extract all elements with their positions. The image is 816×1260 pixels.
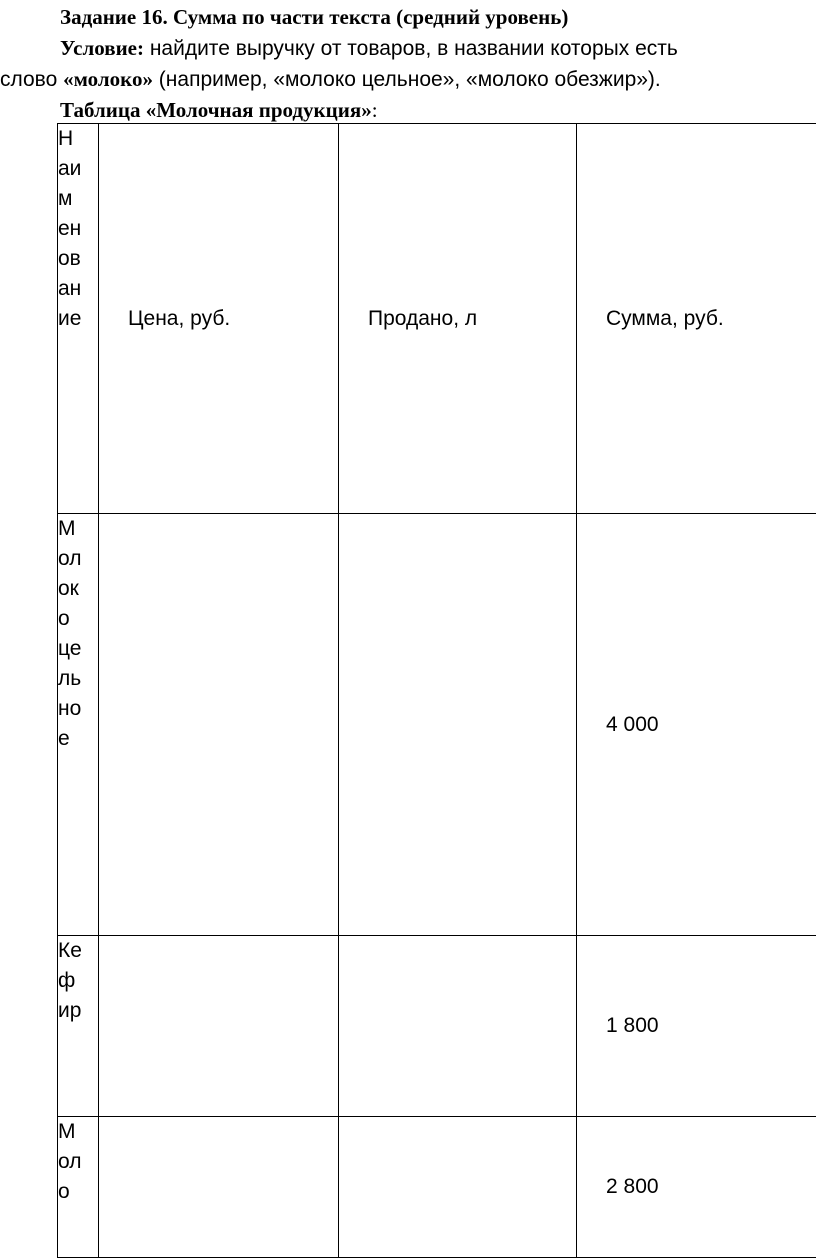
cell-price [99,936,339,1117]
cell-sum: 2 800 [577,1117,816,1258]
table-caption-colon: : [371,98,378,122]
table-caption: Таблица «Молочная продукция» [60,98,372,122]
table-header-row [58,124,816,514]
cell-name: Моло [58,1117,99,1258]
cell-name: Молоко цельное [58,514,99,936]
condition-text-1: найдите выручку от товаров, в названии которых есть [143,37,678,60]
header-name: Наименование [58,124,99,514]
condition-text-2-post: (например, «молоко цельное», «молоко обезжир»). [152,68,661,91]
cell-price [99,514,339,936]
cell-price [99,1117,339,1258]
header-sold: Продано, л [339,124,577,514]
cell-sold [339,936,577,1117]
table-row [58,936,816,1117]
cell-sum: 1 800 [577,936,816,1117]
cell-sum: 4 000 [577,514,816,936]
condition-line-2 [0,66,661,93]
cell-sold [339,1117,577,1258]
condition-label: Условие: [60,36,144,60]
header-price: Цена, руб. [99,124,339,514]
condition-text-2-pre: слово [0,68,64,91]
condition-keyword: «молоко» [63,67,153,91]
table-caption-line [60,97,378,123]
dairy-table [57,123,816,1258]
table-row [58,1117,816,1258]
cell-name: Кефир [58,936,99,1117]
condition-line-1 [60,35,678,62]
cell-sold [339,514,577,936]
task-title: Задание 16. Сумма по части текста (средний уровень) [60,5,569,29]
header-sum: Сумма, руб. [577,124,816,514]
table-row [58,514,816,936]
